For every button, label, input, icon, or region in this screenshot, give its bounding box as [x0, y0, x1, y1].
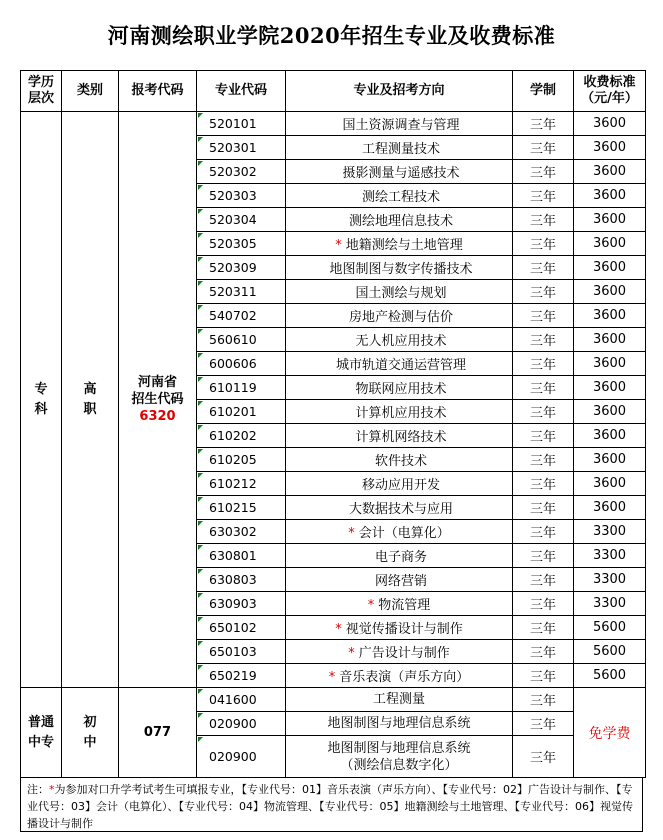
fee: 3600: [574, 448, 646, 472]
major-name: [286, 640, 513, 664]
duration: 三年: [513, 304, 574, 328]
header-level: 学历层次: [21, 71, 62, 112]
major-label: 会计（电算化）: [358, 526, 450, 541]
duration: 三年: [513, 472, 574, 496]
major-sublabel: （测绘信息数字化）: [340, 757, 458, 773]
fee: 5600: [574, 664, 646, 688]
duration: 三年: [513, 448, 574, 472]
duration: 三年: [513, 568, 574, 592]
major-code: 020900: [197, 712, 286, 736]
header-category: 类别: [62, 71, 119, 112]
major-code: 630803: [197, 568, 286, 592]
major-label: 计算机应用技术: [355, 406, 447, 421]
exam-code-cell: [119, 688, 197, 778]
duration: 三年: [513, 424, 574, 448]
major-code: 650102: [197, 616, 286, 640]
major-label: 移动应用开发: [361, 478, 440, 493]
fee: 3600: [574, 184, 646, 208]
major-name: [286, 664, 513, 688]
major-name: [286, 544, 513, 568]
fee: 3600: [574, 256, 646, 280]
header-major: 专业及招考方向: [286, 71, 513, 112]
major-name: [286, 616, 513, 640]
fee: 3600: [574, 304, 646, 328]
major-label: 广告设计与制作: [358, 646, 450, 661]
major-code: 610212: [197, 472, 286, 496]
duration: 三年: [513, 352, 574, 376]
fee: 3600: [574, 472, 646, 496]
fee: 3300: [574, 592, 646, 616]
level-cell: [21, 112, 62, 688]
major-name: [286, 304, 513, 328]
fee: 3600: [574, 496, 646, 520]
fee: 3600: [574, 328, 646, 352]
level-label: 专科: [34, 381, 48, 417]
major-name: [286, 424, 513, 448]
category-cell: [62, 112, 119, 688]
table-row: [21, 688, 646, 712]
enrollment-table: [20, 70, 646, 778]
fee: 3600: [574, 352, 646, 376]
star-mark: *: [348, 646, 355, 661]
major-label: 音乐表演（声乐方向）: [339, 670, 470, 685]
major-label: 视觉传播设计与制作: [345, 622, 463, 637]
star-mark: *: [335, 238, 342, 253]
major-label: 城市轨道交通运营管理: [335, 358, 466, 373]
major-code: 610119: [197, 376, 286, 400]
major-label: 软件技术: [374, 454, 427, 469]
major-label: 地图制图与数字传播技术: [329, 262, 473, 277]
major-name: [286, 112, 513, 136]
duration: 三年: [513, 184, 574, 208]
major-name: [286, 496, 513, 520]
free-tuition-label: 免学费: [588, 725, 631, 742]
fee: 3300: [574, 520, 646, 544]
major-code: 520303: [197, 184, 286, 208]
major-name: [286, 328, 513, 352]
duration: 三年: [513, 208, 574, 232]
category-cell: [62, 688, 119, 778]
major-code: 600606: [197, 352, 286, 376]
duration: 三年: [513, 328, 574, 352]
major-name: [286, 712, 513, 736]
major-code: 540702: [197, 304, 286, 328]
duration: 三年: [513, 112, 574, 136]
duration: 三年: [513, 616, 574, 640]
major-label: 地籍测绘与土地管理: [345, 238, 463, 253]
duration: 三年: [513, 592, 574, 616]
major-name: [286, 520, 513, 544]
star-mark: *: [348, 526, 355, 541]
major-name: [286, 736, 513, 778]
duration: 三年: [513, 400, 574, 424]
major-label: 电子商务: [374, 550, 427, 565]
major-code: 610202: [197, 424, 286, 448]
major-code: 610205: [197, 448, 286, 472]
duration: 三年: [513, 136, 574, 160]
major-label: 物联网应用技术: [355, 382, 447, 397]
level-label: 普通中专: [27, 714, 54, 750]
footnote: 注：*为参加对口升学考试考生可填报专业，【专业代号：01】音乐表演（声乐方向）、【专业代号：02】广告设计与制作、【专业代号：03】会计（电算化）、【专业代号：04】物流管理、【专业代号：05】地籍测绘与土地管理、【专业代号：06】视觉传播设计与制作: [20, 777, 643, 832]
major-label: 网络营销: [374, 574, 427, 589]
major-code: 520101: [197, 112, 286, 136]
duration: 三年: [513, 544, 574, 568]
major-label: 无人机应用技术: [355, 334, 447, 349]
fee: 3600: [574, 376, 646, 400]
fee: 5600: [574, 616, 646, 640]
category-label: 初中: [83, 714, 97, 750]
duration: 三年: [513, 280, 574, 304]
major-name: [286, 472, 513, 496]
exam-code-line1: 河南省: [137, 375, 177, 390]
star-mark: *: [328, 670, 336, 685]
exam-code-value: 077: [143, 725, 172, 740]
fee: 3600: [574, 208, 646, 232]
header-duration: 学制: [513, 71, 574, 112]
page-title: 河南测绘职业学院2020年招生专业及收费标准: [107, 23, 556, 48]
duration: 三年: [513, 640, 574, 664]
fee: 3600: [574, 424, 646, 448]
level-cell: [21, 688, 62, 778]
major-name: [286, 208, 513, 232]
major-label: 测绘地理信息技术: [348, 214, 453, 229]
major-name: [286, 400, 513, 424]
fee: 3600: [574, 112, 646, 136]
major-label: 大数据技术与应用: [348, 502, 453, 517]
major-code: 520311: [197, 280, 286, 304]
major-code: 650219: [197, 664, 286, 688]
duration: 三年: [513, 496, 574, 520]
major-name: [286, 256, 513, 280]
major-name: [286, 448, 513, 472]
major-code: 020900: [197, 736, 286, 778]
major-code: 560610: [197, 328, 286, 352]
major-name: [286, 376, 513, 400]
exam-code-cell: [119, 112, 197, 688]
category-label: 高职: [83, 381, 97, 417]
major-label: 工程测量: [372, 692, 425, 707]
duration: 三年: [513, 688, 574, 712]
fee-cell: [574, 688, 646, 778]
fee: 3300: [574, 544, 646, 568]
major-name: [286, 160, 513, 184]
major-label: 房地产检测与估价: [348, 310, 453, 325]
major-code: 630302: [197, 520, 286, 544]
duration: 三年: [513, 712, 574, 736]
duration: 三年: [513, 736, 574, 778]
header-exam-code: 报考代码: [119, 71, 197, 112]
major-name: [286, 136, 513, 160]
major-label: 工程测量技术: [361, 142, 440, 157]
exam-code-value: 6320: [139, 409, 176, 424]
header-row: [21, 71, 646, 112]
major-code: 610215: [197, 496, 286, 520]
major-name: [286, 688, 513, 712]
major-code: 610201: [197, 400, 286, 424]
major-code: 630903: [197, 592, 286, 616]
major-label: 测绘工程技术: [361, 190, 440, 205]
fee: 3600: [574, 160, 646, 184]
major-label: 摄影测量与遥感技术: [342, 166, 460, 181]
duration: 三年: [513, 664, 574, 688]
major-label: 物流管理: [378, 598, 431, 613]
header-major-code: 专业代码: [197, 71, 286, 112]
duration: 三年: [513, 376, 574, 400]
major-label: 计算机网络技术: [355, 430, 447, 445]
major-label: 地图制图与地理信息系统: [327, 716, 471, 731]
fee: 3600: [574, 136, 646, 160]
star-mark: *: [335, 622, 342, 637]
header-fee: 收费标准 （元/年）: [574, 71, 646, 112]
duration: 三年: [513, 160, 574, 184]
duration: 三年: [513, 520, 574, 544]
fee: 3300: [574, 568, 646, 592]
major-code: 520302: [197, 160, 286, 184]
major-name: [286, 232, 513, 256]
duration: 三年: [513, 232, 574, 256]
major-name: [286, 568, 513, 592]
major-label: 地图制图与地理信息系统: [327, 740, 471, 756]
fee: 5600: [574, 640, 646, 664]
table-row: [21, 112, 646, 136]
major-name: [286, 184, 513, 208]
duration: 三年: [513, 256, 574, 280]
star-mark: *: [367, 598, 375, 613]
fee: 3600: [574, 232, 646, 256]
major-code: 041600: [197, 688, 286, 712]
major-name: [286, 592, 513, 616]
major-code: 520304: [197, 208, 286, 232]
major-name: [286, 280, 513, 304]
fee: 3600: [574, 400, 646, 424]
exam-code-line2: 招生代码: [131, 392, 184, 407]
major-code: 520309: [197, 256, 286, 280]
major-code: 520305: [197, 232, 286, 256]
fee: 3600: [574, 280, 646, 304]
major-label: 国土测绘与规划: [355, 286, 447, 301]
major-code: 520301: [197, 136, 286, 160]
major-name: [286, 352, 513, 376]
major-label: 国土资源调查与管理: [342, 118, 460, 133]
major-code: 650103: [197, 640, 286, 664]
major-code: 630801: [197, 544, 286, 568]
